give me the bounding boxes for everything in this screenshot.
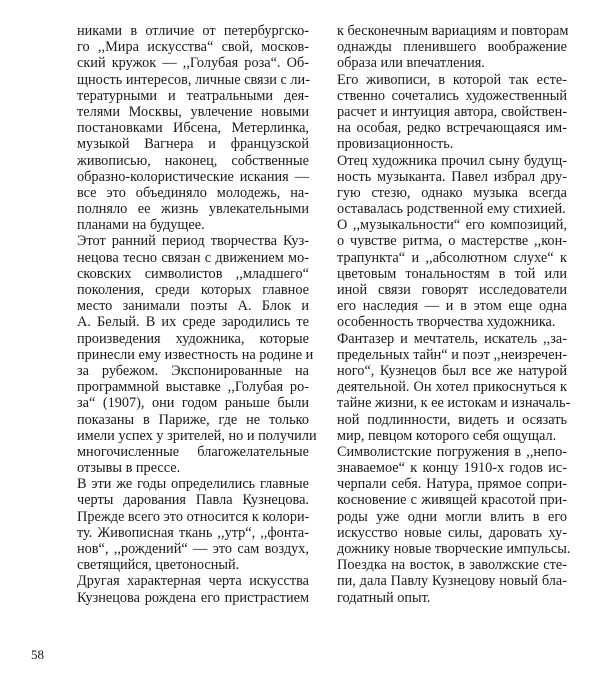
paragraph [77, 233, 317, 477]
text-line: показаны в Париже, где не только [77, 411, 309, 428]
text-line: Отец художника прочил сыну будущ- [337, 152, 567, 169]
text-line: Фантазер и мечтатель, искатель ,,за- [337, 330, 567, 347]
text-line: все это объединяло молодежь, на- [77, 184, 309, 201]
text-line: нов“, ,,рождений“ — это сам воздух, [77, 541, 309, 557]
text-line: музыкой Вагнера и французской [77, 136, 309, 153]
page-number: 58 [31, 647, 44, 662]
text-line: О ,,музыкальности“ его композиций, [337, 217, 567, 234]
text-line: имели успех у зрителей, но и получили [77, 427, 317, 444]
paragraph [337, 23, 567, 72]
text-column-left [77, 23, 317, 606]
text-line: Символистские погружения в ,,непо- [337, 443, 567, 460]
text-line: черпали себя. Натура, прямое сопри- [337, 476, 567, 493]
text-line: принесли ему известность на родине и [77, 346, 314, 363]
text-line: образа или впечатления. [337, 55, 485, 72]
text-line: многочисленные благожелательные [77, 443, 309, 460]
text-line: сковских символистов ,,младшего“ [77, 265, 309, 282]
text-line: за“ (1907), они годом раньше были [77, 395, 309, 412]
text-line: к бесконечным вариациям и повторам [337, 23, 569, 39]
text-line: косновение с живящей красотой при- [337, 492, 567, 509]
text-line: однажды пленившего воображение [337, 39, 567, 56]
text-line: полняло ее жизнь увлекательными [77, 201, 309, 218]
text-line: программной выставке ,,Голубая ро- [77, 379, 309, 396]
text-line: В эти же годы определились главные [77, 476, 309, 493]
text-line: пи, дала Павлу Кузнецову новый бла- [337, 573, 567, 590]
text-line: щность интересов, личные связи с ли- [77, 71, 310, 88]
text-column-right [337, 23, 571, 606]
text-line: ственно сочетались художественный [337, 87, 567, 104]
text-line: деятельной. Он хотел прикоснуться к [337, 379, 567, 396]
text-line: расчет и интуиция автора, свойствен- [337, 103, 567, 120]
text-line: цветовым тональностям в той или [337, 265, 567, 282]
text-line: живописью, наконец, собственные [77, 152, 309, 169]
text-line: на особая, редко встречающаяся им- [337, 120, 567, 137]
text-line: ту. Живописная ткань ,,утр“, ,,фонта- [77, 524, 309, 541]
text-line: провизационность. [337, 136, 454, 153]
text-line: произведения художника, которые [77, 330, 309, 347]
text-line: знаваемое“ к концу 1910-х годов ис- [337, 460, 567, 477]
text-line: Прежде всего это относится к колори- [77, 508, 310, 525]
text-line: образно-колористические искания — [77, 168, 309, 185]
text-line: Кузнецова рождена его пристрастием [77, 589, 309, 606]
text-line: иной связи говорят исследователи [337, 282, 567, 298]
text-line: тературными и театральными дея- [77, 87, 309, 104]
paragraph [337, 330, 571, 444]
paragraph [77, 23, 309, 233]
text-line: нецова тесно связан с движением мо- [77, 249, 309, 266]
text-line: поколения, среди которых главное [77, 282, 309, 298]
text-line: постановками Ибсена, Метерлинка, [77, 120, 309, 137]
text-line: никами в отличие от петербургско- [77, 23, 309, 39]
text-line: тайне жизни, к ее истокам и изначаль- [337, 395, 571, 412]
text-line: его наследия — и в этом еще одна [337, 298, 567, 315]
paragraph [337, 443, 571, 606]
paragraph [77, 476, 309, 573]
text-line: гую стезю, однако музыка всегда [337, 184, 567, 201]
paragraph [337, 153, 567, 218]
text-line: ность музыканта. Павел избрал дру- [337, 168, 567, 185]
text-line: светящийся, цветоносный. [77, 557, 240, 574]
text-line: Этот ранний период творчества Куз- [77, 233, 309, 250]
text-line: трапункта“ и ,,абсолютном слухе“ к [337, 249, 567, 266]
text-line: Другая характерная черта искусства [77, 573, 309, 590]
text-line: телями Москвы, увлечение новыми [77, 103, 309, 120]
text-line: особенность творчества художника. [337, 314, 556, 331]
text-line: ский кружок — ,,Голубая роза“. Об- [77, 55, 309, 72]
paragraph [77, 573, 309, 605]
text-line: за рубежом. Экспонированные на [77, 362, 309, 379]
text-line: годатный опыт. [337, 589, 431, 606]
text-line: го ,,Мира искусства“ свой, москов- [77, 39, 309, 56]
text-line: Поездка на восток, в заволжские сте- [337, 557, 567, 574]
text-line: оставалась родственной ему стихией. [337, 201, 566, 218]
text-line: о чувстве ритма, о мастерстве ,,кон- [337, 233, 567, 250]
text-line: мир, певцом которого себя ощущал. [337, 427, 557, 444]
text-line: Его живописи, в которой так есте- [337, 71, 567, 88]
text-line: ного“, Кузнецов был все же натурой [337, 362, 567, 379]
text-line: отзывы в прессе. [77, 460, 181, 477]
text-line: черты дарования Павла Кузнецова. [77, 492, 309, 509]
text-line: роды уже одни могли влить в его [337, 508, 567, 525]
text-line: планами на будущее. [77, 217, 205, 234]
text-line: место занимали поэты А. Блок и [77, 298, 309, 315]
text-line: предельных тайн“ и поэт ,,неизречен- [337, 346, 567, 363]
text-line: искусство новые силы, даровать ху- [337, 524, 567, 541]
text-line: А. Белый. В их среде зародились те [77, 314, 309, 331]
paragraph [337, 72, 567, 153]
text-line: дожнику новые творческие импульсы. [337, 541, 571, 557]
paragraph [337, 217, 567, 330]
text-line: ной подлинности, видеть и осязать [337, 411, 567, 428]
